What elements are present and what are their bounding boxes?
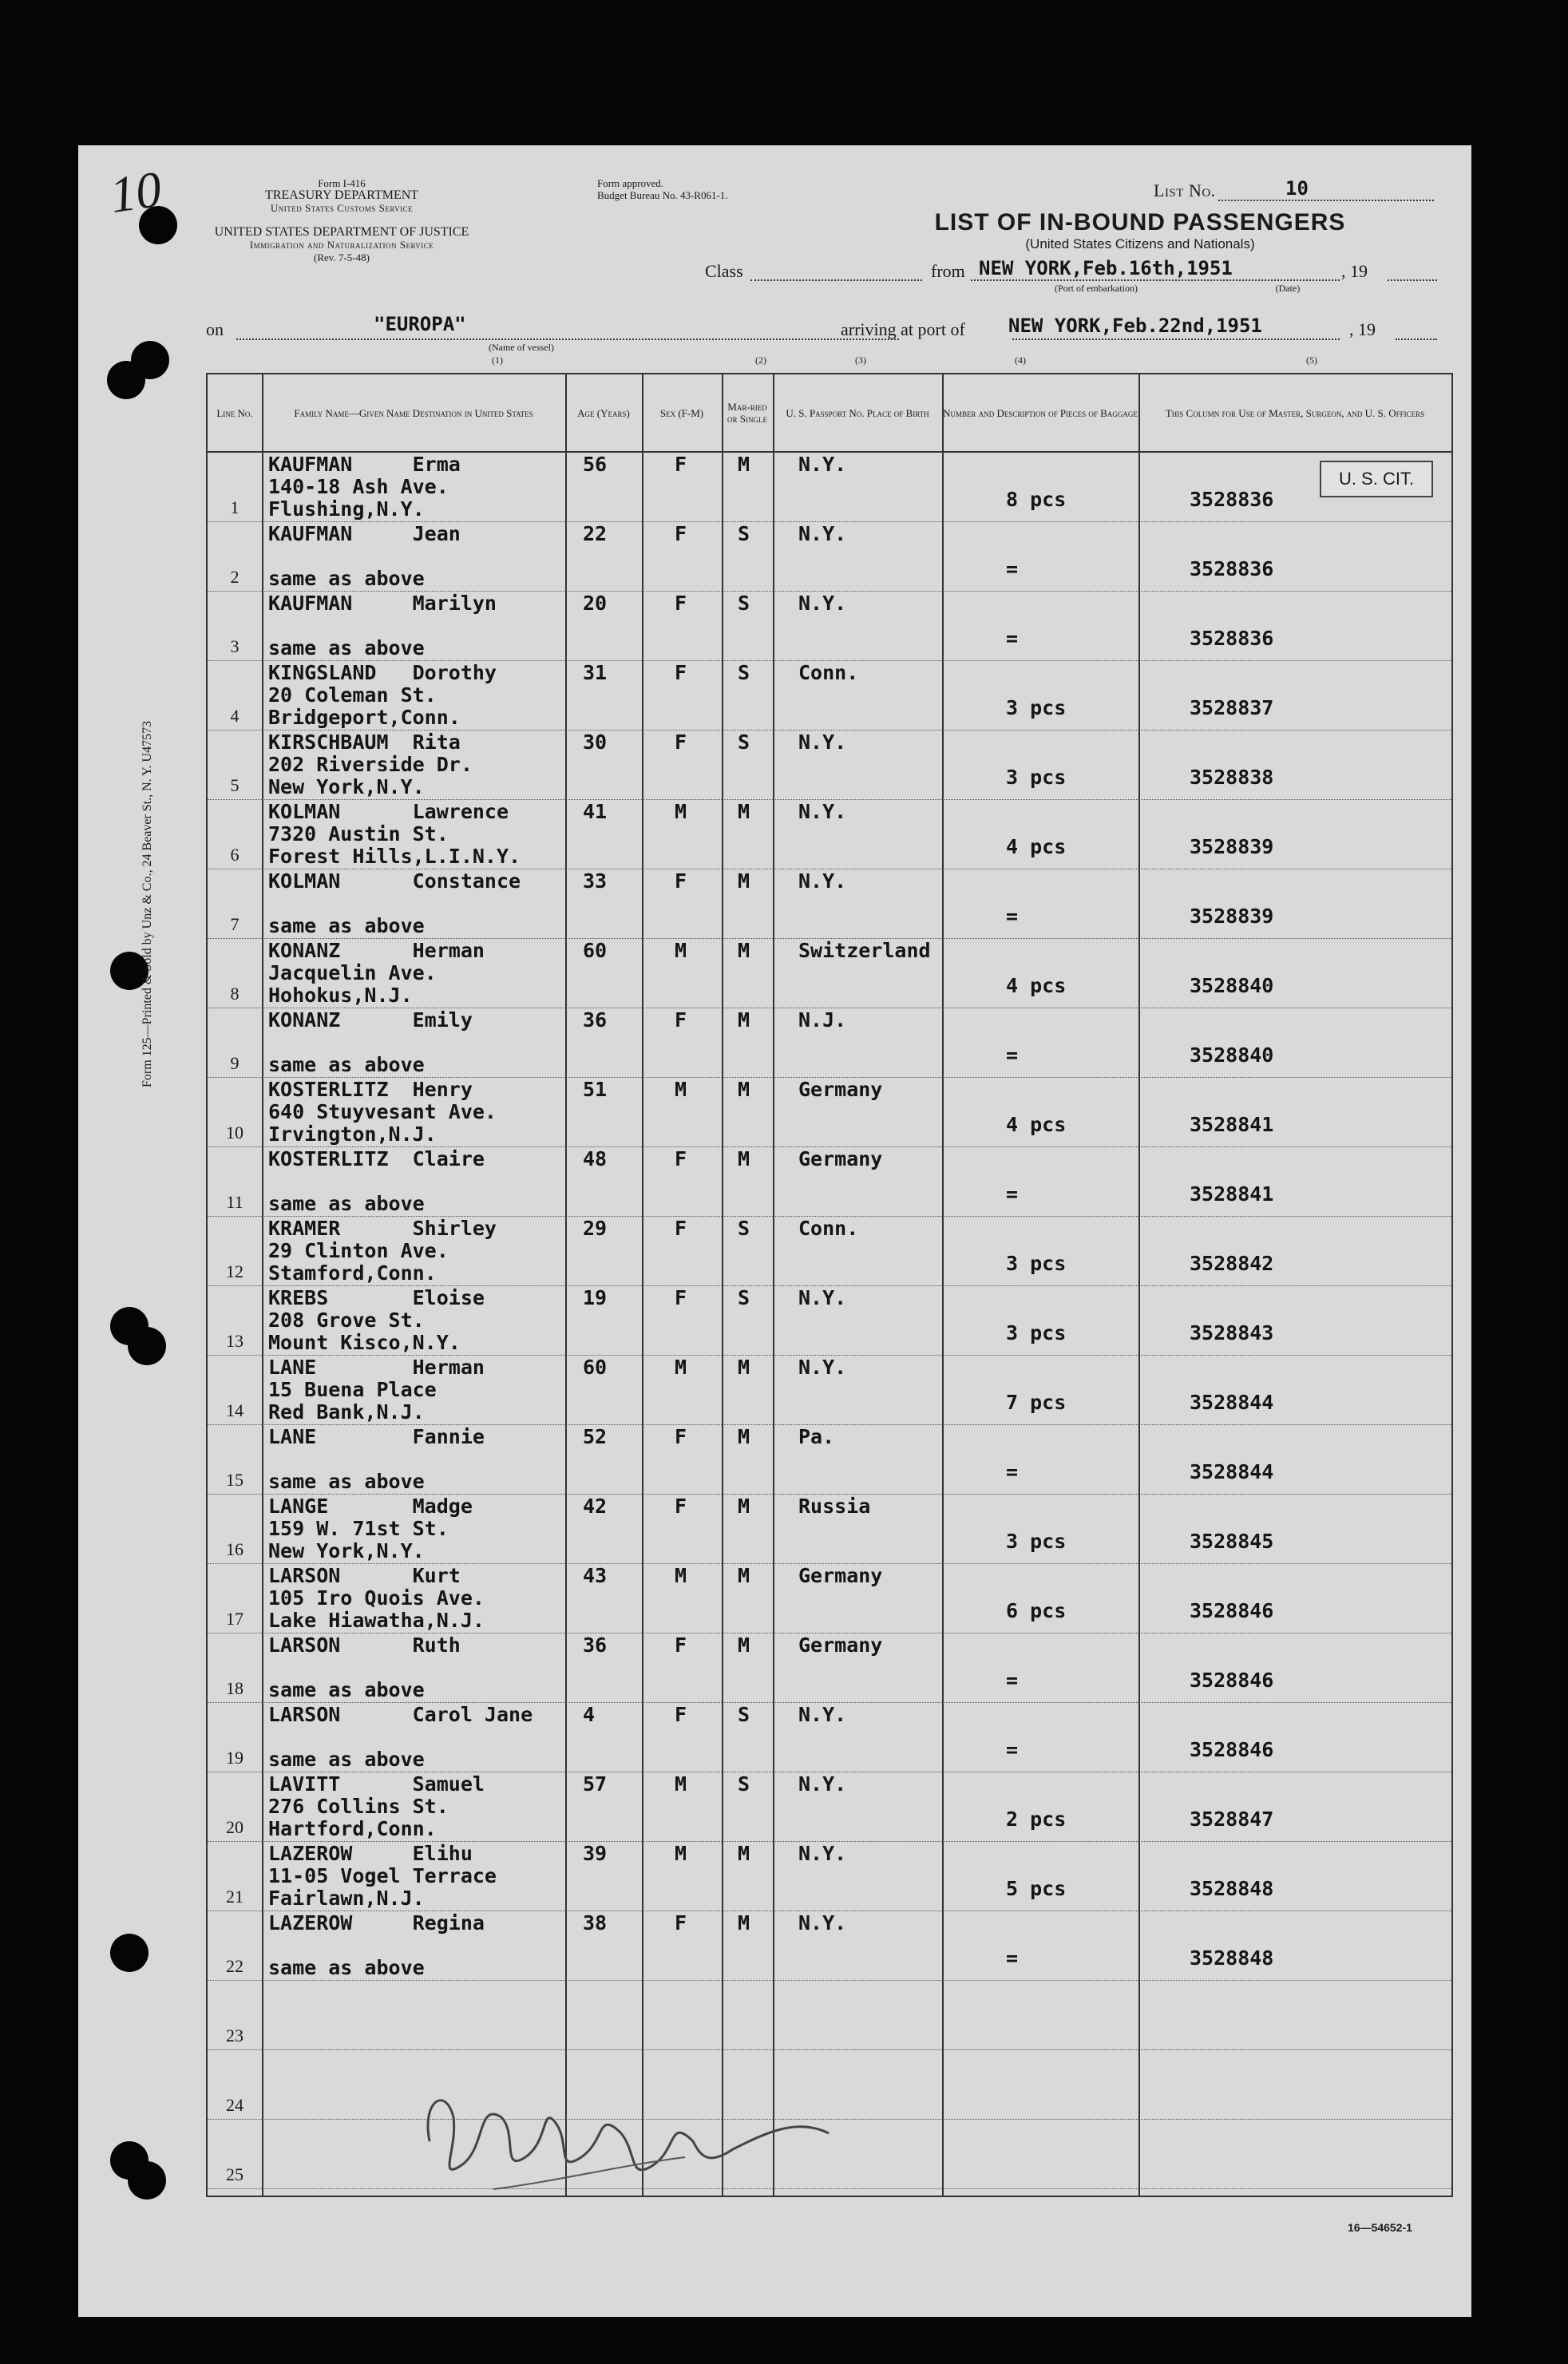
age: 60: [583, 1356, 608, 1379]
punch-hole: [110, 1934, 148, 1972]
passenger-name: KONANZ Herman: [268, 939, 485, 962]
sex: M: [675, 1564, 687, 1587]
passenger-name: KOLMAN Lawrence: [268, 800, 509, 823]
marital-status: M: [738, 1078, 750, 1101]
list-no-value: 10: [1285, 177, 1309, 200]
sex: F: [675, 1008, 687, 1032]
certificate-number: 3528836: [1190, 488, 1274, 511]
marital-status: M: [738, 1633, 750, 1657]
age: 43: [583, 1564, 608, 1587]
col-officers: This Column for Use of Master, Surgeon, and U. S. Officers: [1138, 374, 1451, 453]
line-number: 17: [226, 1609, 244, 1629]
line-number: 23: [226, 2025, 244, 2045]
port-caption: (Port of embarkation): [1055, 283, 1138, 294]
passenger-name: KIRSCHBAUM Rita: [268, 731, 461, 754]
passenger-name: LAZEROW Regina: [268, 1911, 485, 1934]
age: 20: [583, 592, 608, 615]
sex: M: [675, 1842, 687, 1865]
place-of-birth: Conn.: [798, 1217, 859, 1240]
list-no-label: List No.: [1154, 180, 1216, 200]
dept2-name: UNITED STATES DEPARTMENT OF JUSTICE: [214, 225, 469, 239]
sex: F: [675, 869, 687, 893]
place-of-birth: Pa.: [798, 1425, 835, 1448]
baggage: 3 pcs: [1006, 1321, 1067, 1344]
age: 30: [583, 731, 608, 754]
handwritten-mark: 10: [106, 160, 165, 224]
place-of-birth: N.Y.: [798, 731, 847, 754]
line-number: 12: [226, 1261, 244, 1281]
address-line-2: same as above: [268, 1053, 425, 1076]
address-line-1: 159 W. 71st St.: [268, 1517, 449, 1540]
address-line-2: same as above: [268, 1678, 425, 1701]
port-of-arrival: NEW YORK,Feb.22nd,1951: [1008, 315, 1262, 337]
table-row: [208, 1772, 1451, 1842]
line-number: 24: [226, 2095, 244, 2115]
officer-signature: [398, 2069, 845, 2213]
baggage: =: [1006, 1669, 1019, 1692]
address-line-1: 140-18 Ash Ave.: [268, 475, 449, 498]
marital-status: M: [738, 1008, 750, 1032]
marital-status: M: [738, 939, 750, 962]
passenger-name: LANE Herman: [268, 1356, 485, 1379]
sex: M: [675, 1772, 687, 1796]
place-of-birth: N.Y.: [798, 1911, 847, 1934]
line-number: 20: [226, 1817, 244, 1837]
table-row: [208, 1842, 1451, 1911]
dept-name: TREASURY DEPARTMENT: [264, 188, 419, 202]
marital-status: S: [738, 1217, 750, 1240]
col-line: Line No.: [208, 374, 262, 453]
address-line-2: same as above: [268, 636, 425, 659]
place-of-birth: N.Y.: [798, 800, 847, 823]
vessel-line: [236, 339, 899, 340]
place-of-birth: Germany: [798, 1564, 883, 1587]
table-row: [208, 939, 1451, 1008]
passenger-name: KAUFMAN Erma: [268, 453, 461, 476]
passenger-name: LARSON Ruth: [268, 1633, 461, 1657]
list-no-line: [1218, 200, 1434, 201]
address-line-2: same as above: [268, 914, 425, 937]
table-row: [208, 1981, 1451, 2050]
col-num-5: (5): [1306, 354, 1317, 366]
baggage: 3 pcs: [1006, 1252, 1067, 1275]
address-line-2: same as above: [268, 567, 425, 590]
col-name: Family Name—Given Name Destination in United States: [262, 374, 565, 453]
year-label: , 19: [1341, 261, 1368, 281]
address-line-1: 640 Stuyvesant Ave.: [268, 1100, 497, 1123]
arrival-line: [1012, 339, 1340, 340]
sex: F: [675, 592, 687, 615]
place-of-birth: N.Y.: [798, 592, 847, 615]
line-number: 4: [230, 706, 240, 726]
passenger-name: LAZEROW Elihu: [268, 1842, 473, 1865]
passenger-name: KOLMAN Constance: [268, 869, 521, 893]
baggage: =: [1006, 627, 1019, 650]
date-caption: (Date): [1275, 283, 1301, 294]
marital-status: M: [738, 800, 750, 823]
age: 36: [583, 1008, 608, 1032]
passenger-name: KOSTERLITZ Henry: [268, 1078, 473, 1101]
line-number: 5: [230, 775, 240, 795]
col-baggage: Number and Description of Pieces of Baggage: [942, 374, 1138, 453]
address-line-1: 7320 Austin St.: [268, 822, 449, 845]
table-row: [208, 661, 1451, 731]
baggage: 4 pcs: [1006, 974, 1067, 997]
passenger-name: KOSTERLITZ Claire: [268, 1147, 485, 1170]
place-of-birth: Germany: [798, 1078, 883, 1101]
col-age: Age (Years): [565, 374, 642, 453]
passenger-table: [206, 373, 1453, 2197]
age: 51: [583, 1078, 608, 1101]
place-of-birth: Conn.: [798, 661, 859, 684]
address-line-1: 20 Coleman St.: [268, 683, 437, 707]
marital-status: S: [738, 1703, 750, 1726]
baggage: =: [1006, 1946, 1019, 1970]
place-of-birth: Germany: [798, 1633, 883, 1657]
table-row: [208, 453, 1451, 522]
table-row: [208, 1217, 1451, 1286]
line-number: 9: [230, 1053, 240, 1073]
baggage: 5 pcs: [1006, 1877, 1067, 1900]
age: 33: [583, 869, 608, 893]
certificate-number: 3528848: [1190, 1877, 1274, 1900]
address-line-2: same as above: [268, 1470, 425, 1493]
class-line: [750, 279, 922, 281]
certificate-number: 3528843: [1190, 1321, 1274, 1344]
certificate-number: 3528846: [1190, 1599, 1274, 1622]
line-number: 10: [226, 1123, 244, 1142]
col-sex: Sex (F-M): [642, 374, 722, 453]
age: 41: [583, 800, 608, 823]
address-line-1: 29 Clinton Ave.: [268, 1239, 449, 1262]
certificate-number: 3528836: [1190, 557, 1274, 580]
passenger-name: KAUFMAN Jean: [268, 522, 461, 545]
line-number: 11: [226, 1192, 244, 1212]
certificate-number: 3528837: [1190, 696, 1274, 719]
marital-status: S: [738, 592, 750, 615]
marital-status: M: [738, 1911, 750, 1934]
sex: M: [675, 939, 687, 962]
sex: F: [675, 1286, 687, 1309]
place-of-birth: N.Y.: [798, 1703, 847, 1726]
sex: F: [675, 1147, 687, 1170]
sex: M: [675, 1356, 687, 1379]
place-of-birth: Germany: [798, 1147, 883, 1170]
table-row: [208, 592, 1451, 661]
table-row: [208, 1911, 1451, 1981]
table-row: [208, 1078, 1451, 1147]
table-row: [208, 800, 1451, 869]
table-row: [208, 869, 1451, 939]
age: 60: [583, 939, 608, 962]
certificate-number: 3528848: [1190, 1946, 1274, 1970]
baggage: =: [1006, 557, 1019, 580]
address-line-2: New York,N.Y.: [268, 775, 425, 798]
marital-status: S: [738, 661, 750, 684]
age: 36: [583, 1633, 608, 1657]
address-line-1: Jacquelin Ave.: [268, 961, 437, 984]
address-line-2: same as above: [268, 1748, 425, 1771]
document-page: [78, 145, 1471, 2317]
address-line-1: 208 Grove St.: [268, 1309, 425, 1332]
address-line-2: same as above: [268, 1192, 425, 1215]
address-line-2: Mount Kisco,N.Y.: [268, 1331, 461, 1354]
passenger-name: LARSON Kurt: [268, 1564, 461, 1587]
certificate-number: 3528840: [1190, 1043, 1274, 1067]
class-label: Class: [705, 261, 743, 281]
marital-status: M: [738, 1564, 750, 1587]
address-line-2: Flushing,N.Y.: [268, 497, 425, 521]
form-number: Form I-416: [318, 177, 366, 189]
age: 22: [583, 522, 608, 545]
line-number: 8: [230, 984, 240, 1004]
printer-imprint: Form 125—Printed & Sold by Unz & Co., 24 Beaver St., N. Y. U47573: [141, 720, 154, 1087]
certificate-number: 3528838: [1190, 766, 1274, 789]
address-line-2: Fairlawn,N.J.: [268, 1887, 425, 1910]
baggage: 4 pcs: [1006, 1113, 1067, 1136]
age: 57: [583, 1772, 608, 1796]
certificate-number: 3528847: [1190, 1808, 1274, 1831]
age: 42: [583, 1495, 608, 1518]
certificate-number: 3528844: [1190, 1460, 1274, 1483]
place-of-birth: N.Y.: [798, 1356, 847, 1379]
table-row: [208, 522, 1451, 592]
col-num-1: (1): [492, 354, 503, 366]
address-line-2: Bridgeport,Conn.: [268, 706, 461, 729]
certificate-number: 3528841: [1190, 1113, 1274, 1136]
punch-hole: [131, 341, 169, 379]
address-line-2: Forest Hills,L.I.N.Y.: [268, 845, 521, 868]
certificate-number: 3528846: [1190, 1669, 1274, 1692]
place-of-birth: N.Y.: [798, 522, 847, 545]
marital-status: M: [738, 1147, 750, 1170]
age: 29: [583, 1217, 608, 1240]
table-row: [208, 1633, 1451, 1703]
us-citizen-stamp: U. S. CIT.: [1320, 461, 1433, 497]
certificate-number: 3528840: [1190, 974, 1274, 997]
address-line-1: 105 Iro Quois Ave.: [268, 1586, 485, 1610]
place-of-birth: Switzerland: [798, 939, 931, 962]
col-married: Mar-ried or Single: [722, 374, 773, 453]
from-label: from: [931, 261, 965, 281]
vessel-name: "EUROPA": [374, 313, 466, 335]
place-of-birth: N.J.: [798, 1008, 847, 1032]
table-row: [208, 1356, 1451, 1425]
passenger-name: KAUFMAN Marilyn: [268, 592, 497, 615]
baggage: 2 pcs: [1006, 1808, 1067, 1831]
year-label-2: , 19: [1349, 319, 1376, 339]
certificate-number: 3528841: [1190, 1182, 1274, 1206]
place-of-birth: N.Y.: [798, 1286, 847, 1309]
punch-hole: [128, 2161, 166, 2200]
baggage: 8 pcs: [1006, 488, 1067, 511]
sex: M: [675, 800, 687, 823]
table-row: [208, 731, 1451, 800]
baggage: 6 pcs: [1006, 1599, 1067, 1622]
baggage: =: [1006, 1460, 1019, 1483]
baggage: 4 pcs: [1006, 835, 1067, 858]
passenger-name: KINGSLAND Dorothy: [268, 661, 497, 684]
address-line-1: 15 Buena Place: [268, 1378, 437, 1401]
line-number: 25: [226, 2164, 244, 2184]
punch-hole: [128, 1327, 166, 1365]
address-line-2: Stamford,Conn.: [268, 1261, 437, 1285]
list-title: LIST OF IN-BOUND PASSENGERS: [934, 209, 1346, 236]
marital-status: M: [738, 1495, 750, 1518]
sex: F: [675, 731, 687, 754]
table-row: [208, 1703, 1451, 1772]
sex: F: [675, 453, 687, 476]
marital-status: M: [738, 453, 750, 476]
age: 39: [583, 1842, 608, 1865]
baggage: 3 pcs: [1006, 766, 1067, 789]
marital-status: S: [738, 1286, 750, 1309]
place-of-birth: Russia: [798, 1495, 871, 1518]
line-number: 15: [226, 1470, 244, 1490]
line-number: 22: [226, 1956, 244, 1976]
line-number: 21: [226, 1887, 244, 1907]
from-line: [971, 279, 1340, 281]
sex: F: [675, 522, 687, 545]
sex: M: [675, 1078, 687, 1101]
arriving-label: arriving at port of: [841, 319, 965, 339]
line-number: 19: [226, 1748, 244, 1768]
marital-status: M: [738, 1356, 750, 1379]
table-row: [208, 1495, 1451, 1564]
certificate-number: 3528839: [1190, 835, 1274, 858]
line-number: 16: [226, 1539, 244, 1559]
marital-status: S: [738, 522, 750, 545]
marital-status: M: [738, 869, 750, 893]
certificate-number: 3528842: [1190, 1252, 1274, 1275]
table-row: [208, 1008, 1451, 1078]
year-line-2: [1396, 339, 1437, 340]
col-num-3: (3): [855, 354, 866, 366]
line-number: 18: [226, 1678, 244, 1698]
sex: F: [675, 1703, 687, 1726]
baggage: =: [1006, 1738, 1019, 1761]
age: 48: [583, 1147, 608, 1170]
address-line-1: 276 Collins St.: [268, 1795, 449, 1818]
line-number: 6: [230, 845, 240, 865]
sex: F: [675, 1911, 687, 1934]
age: 31: [583, 661, 608, 684]
certificate-number: 3528836: [1190, 627, 1274, 650]
place-of-birth: N.Y.: [798, 1772, 847, 1796]
baggage: 7 pcs: [1006, 1391, 1067, 1414]
age: 19: [583, 1286, 608, 1309]
passenger-name: LANGE Madge: [268, 1495, 473, 1518]
baggage: 3 pcs: [1006, 1530, 1067, 1553]
line-number: 3: [230, 636, 240, 656]
table-row: [208, 1425, 1451, 1495]
address-line-1: 11-05 Vogel Terrace: [268, 1864, 497, 1887]
col-num-4: (4): [1015, 354, 1026, 366]
on-label: on: [206, 319, 224, 339]
address-line-2: Irvington,N.J.: [268, 1123, 437, 1146]
sex: F: [675, 1633, 687, 1657]
baggage: =: [1006, 1043, 1019, 1067]
line-number: 7: [230, 914, 240, 934]
certificate-number: 3528839: [1190, 905, 1274, 928]
passenger-name: LARSON Carol Jane: [268, 1703, 533, 1726]
passenger-name: KRAMER Shirley: [268, 1217, 497, 1240]
age: 56: [583, 453, 608, 476]
year-line: [1388, 279, 1437, 281]
address-line-2: New York,N.Y.: [268, 1539, 425, 1562]
sex: F: [675, 661, 687, 684]
age: 38: [583, 1911, 608, 1934]
line-number: 1: [230, 497, 240, 517]
form-approved: Form approved.: [597, 177, 664, 189]
place-of-birth: N.Y.: [798, 1842, 847, 1865]
footer-code: 16—54652-1: [1348, 2221, 1412, 2234]
address-line-2: Hartford,Conn.: [268, 1817, 437, 1840]
service-name: United States Customs Service: [270, 202, 414, 214]
address-line-2: Lake Hiawatha,N.J.: [268, 1609, 485, 1632]
certificate-number: 3528845: [1190, 1530, 1274, 1553]
revision: (Rev. 7-5-48): [314, 251, 370, 263]
certificate-number: 3528846: [1190, 1738, 1274, 1761]
sex: F: [675, 1425, 687, 1448]
list-subtitle: (United States Citizens and Nationals): [1025, 236, 1255, 251]
col-passport: U. S. Passport No. Place of Birth: [773, 374, 942, 453]
sex: F: [675, 1495, 687, 1518]
port-of-embarkation: NEW YORK,Feb.16th,1951: [979, 257, 1233, 279]
sex: F: [675, 1217, 687, 1240]
service2-name: Immigration and Naturalization Service: [249, 239, 434, 251]
col-num-2: (2): [755, 354, 766, 366]
address-line-2: Hohokus,N.J.: [268, 984, 413, 1007]
baggage: =: [1006, 905, 1019, 928]
place-of-birth: N.Y.: [798, 453, 847, 476]
marital-status: M: [738, 1425, 750, 1448]
place-of-birth: N.Y.: [798, 869, 847, 893]
table-row: [208, 1286, 1451, 1356]
line-number: 14: [226, 1400, 244, 1420]
line-number: 13: [226, 1331, 244, 1351]
age: 4: [583, 1703, 596, 1726]
passenger-name: KONANZ Emily: [268, 1008, 473, 1032]
baggage: 3 pcs: [1006, 696, 1067, 719]
passenger-name: LAVITT Samuel: [268, 1772, 485, 1796]
certificate-number: 3528844: [1190, 1391, 1274, 1414]
vessel-caption: (Name of vessel): [489, 342, 554, 353]
marital-status: S: [738, 731, 750, 754]
address-line-1: 202 Riverside Dr.: [268, 753, 473, 776]
address-line-2: same as above: [268, 1956, 425, 1979]
budget-bureau: Budget Bureau No. 43-R061-1.: [597, 189, 728, 201]
marital-status: M: [738, 1842, 750, 1865]
table-row: [208, 1564, 1451, 1633]
marital-status: S: [738, 1772, 750, 1796]
passenger-name: LANE Fannie: [268, 1425, 485, 1448]
baggage: =: [1006, 1182, 1019, 1206]
line-number: 2: [230, 567, 240, 587]
table-row: [208, 1147, 1451, 1217]
passenger-name: KREBS Eloise: [268, 1286, 485, 1309]
address-line-2: Red Bank,N.J.: [268, 1400, 425, 1424]
age: 52: [583, 1425, 608, 1448]
